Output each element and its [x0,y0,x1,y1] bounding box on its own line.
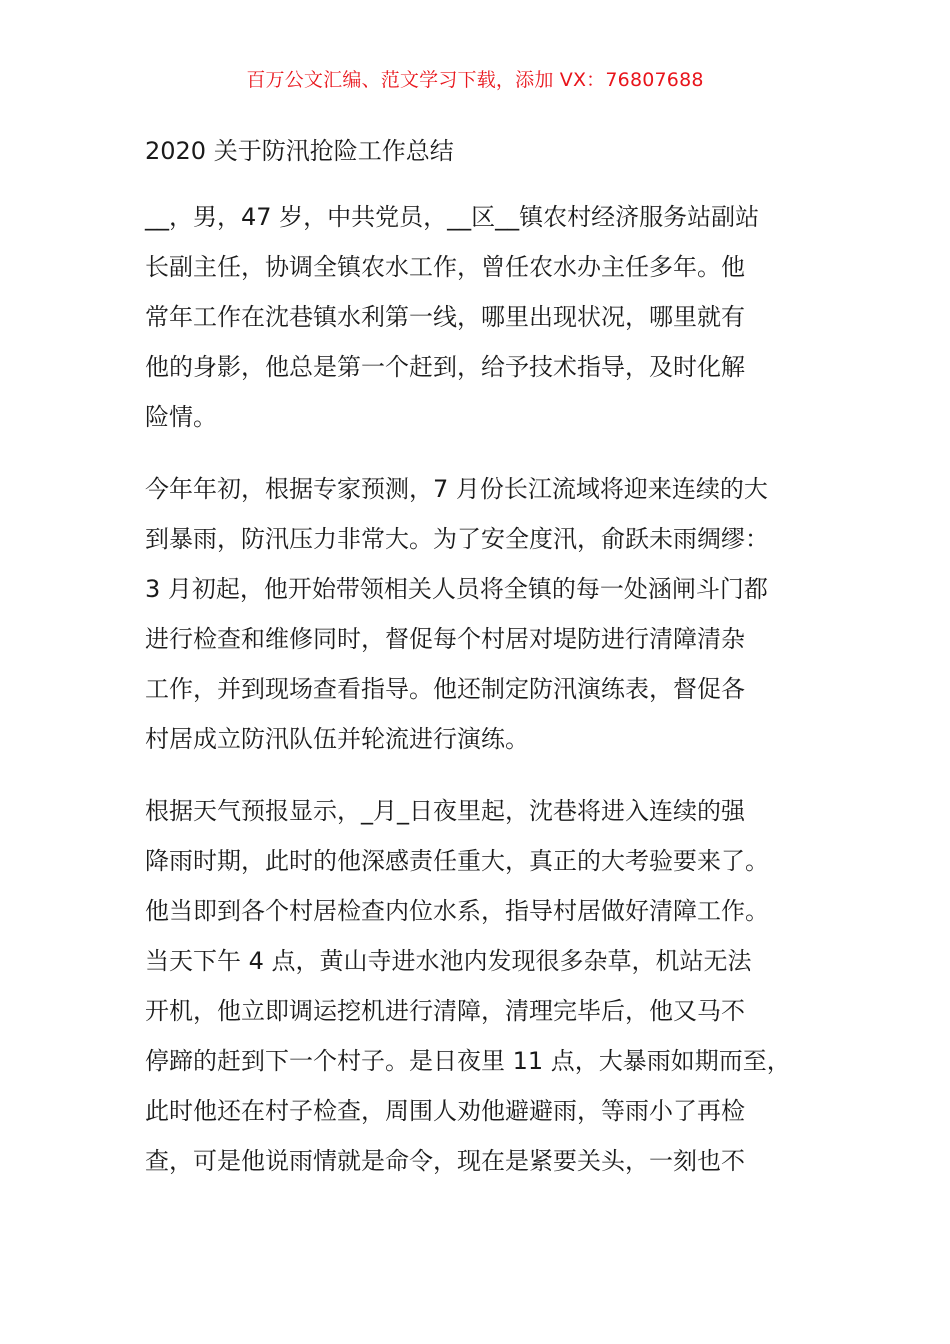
paragraph-line: 此时他还在村子检查，周围人劝他避避雨，等雨小了再检 [145,1097,745,1125]
paragraph-line: 根据天气预报显示，_月_日夜里起，沈巷将进入连续的强 [145,797,745,825]
header-watermark-note: 百万公文汇编、范文学习下载，添加 VX：76807688 [246,69,704,91]
paragraph-line: 村居成立防汛队伍并轮流进行演练。 [145,725,529,753]
paragraph-line: 常年工作在沈巷镇水利第一线，哪里出现状况，哪里就有 [145,303,745,331]
paragraph-line: 今年年初，根据专家预测，7 月份长江流域将迎来连续的大 [145,475,768,503]
paragraph-line: __，男，47 岁，中共党员，__区__镇农村经济服务站副站 [145,203,760,231]
paragraph-line: 查，可是他说雨情就是命令，现在是紧要关头，一刻也不 [145,1147,745,1175]
paragraph-line: 他当即到各个村居检查内位水系，指导村居做好清障工作。 [145,897,769,925]
document-body [145,132,825,1208]
paragraph-line: 长副主任，协调全镇农水工作，曾任农水办主任多年。他 [145,253,745,281]
paragraph-line: 开机，他立即调运挖机进行清障，清理完毕后，他又马不 [145,997,745,1025]
paragraph-line: 停蹄的赶到下一个村子。是日夜里 11 点，大暴雨如期而至， [145,1047,791,1075]
paragraph-line: 工作，并到现场查看指导。他还制定防汛演练表，督促各 [145,675,745,703]
paragraph-line: 险情。 [145,403,217,431]
paragraph-2 [145,464,825,764]
paragraph-line: 到暴雨，防汛压力非常大。为了安全度汛，俞跃未雨绸缪： [145,525,769,553]
document-title: 2020 关于防汛抢险工作总结 [145,137,454,165]
paragraph-line: 进行检查和维修同时，督促每个村居对堤防进行清障清杂 [145,625,745,653]
paragraph-line: 3 月初起，他开始带领相关人员将全镇的每一处涵闸斗门都 [145,575,768,603]
paragraph-1 [145,192,825,442]
paragraph-line: 当天下午 4 点，黄山寺进水池内发现很多杂草，机站无法 [145,947,752,975]
paragraph-line: 降雨时期，此时的他深感责任重大，真正的大考验要来了。 [145,847,769,875]
paragraph-3 [145,786,825,1186]
paragraph-line: 他的身影，他总是第一个赶到，给予技术指导，及时化解 [145,353,745,381]
